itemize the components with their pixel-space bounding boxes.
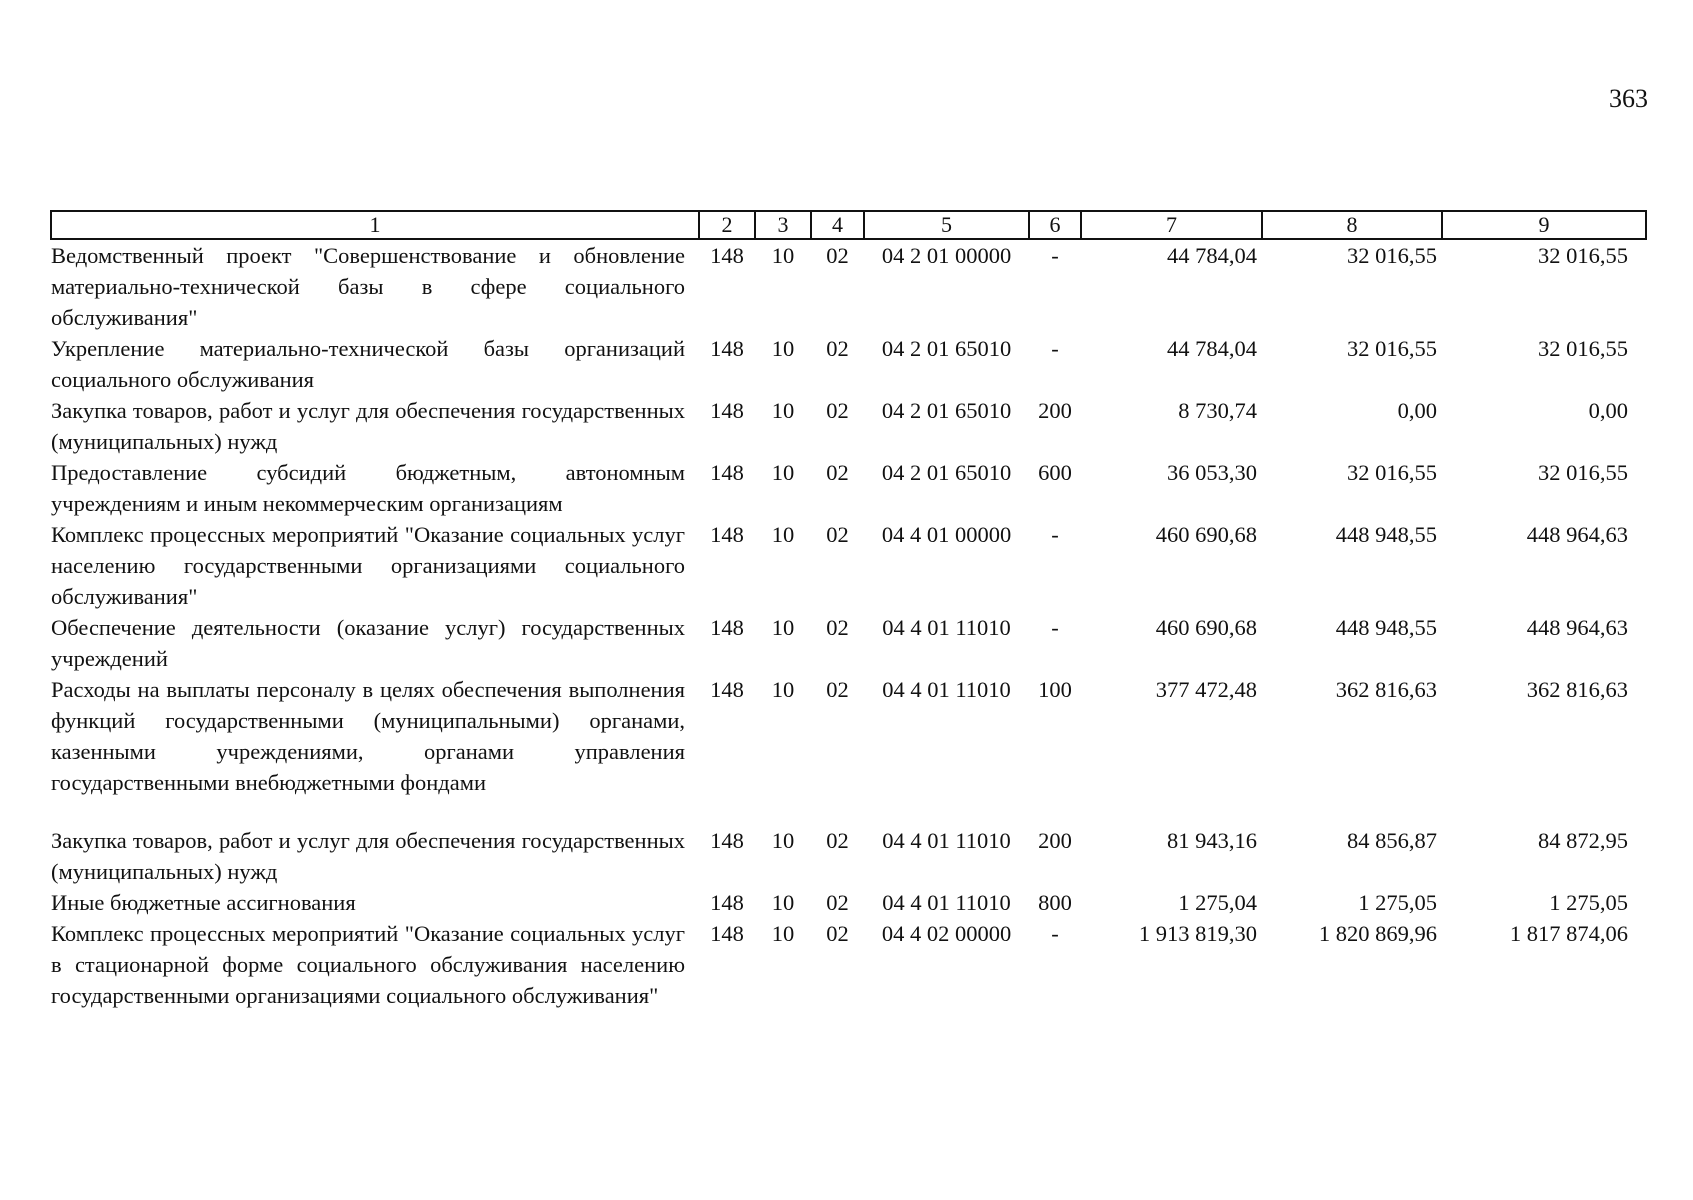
row-code-4: 02 — [826, 522, 849, 547]
table-row — [51, 612, 1646, 674]
header-col-2: 2 — [699, 211, 755, 239]
row-code-6: 200 — [1038, 398, 1072, 423]
row-code-5: 04 2 01 65010 — [881, 336, 1012, 361]
row-code-4: 02 — [826, 677, 849, 702]
row-value-8: 32 016,55 — [1347, 243, 1437, 268]
row-value-9: 448 964,63 — [1526, 522, 1628, 547]
row-code-6: - — [1051, 921, 1059, 946]
row-value-7: 8 730,74 — [1178, 398, 1257, 423]
row-name: Комплекс процессных мероприятий "Оказание социальных услуг в стационарной форме социального обслуживания населению государственными организациями социального обслуживания" — [51, 921, 685, 1008]
row-code-5: 04 4 01 00000 — [881, 522, 1012, 547]
row-value-7: 460 690,68 — [1155, 615, 1257, 640]
row-value-9: 362 816,63 — [1526, 677, 1628, 702]
row-name: Комплекс процессных мероприятий "Оказание социальных услуг населению государственными организациями социального обслуживания" — [51, 522, 685, 609]
row-code-4: 02 — [826, 336, 849, 361]
header-col-6: 6 — [1029, 211, 1081, 239]
row-code-3: 10 — [771, 522, 795, 547]
row-code-2: 148 — [710, 890, 744, 915]
row-code-4: 02 — [826, 828, 849, 853]
row-value-8: 84 856,87 — [1347, 828, 1437, 853]
row-code-4: 02 — [826, 921, 849, 946]
row-code-2: 148 — [710, 398, 744, 423]
row-value-8: 32 016,55 — [1347, 460, 1437, 485]
row-name: Закупка товаров, работ и услуг для обеспечения государственных (муниципальных) нужд — [51, 828, 685, 884]
row-code-5: 04 4 01 11010 — [882, 677, 1011, 702]
header-col-3: 3 — [755, 211, 811, 239]
row-name: Укрепление материально-технической базы организаций социального обслуживания — [51, 336, 685, 392]
table-row — [51, 519, 1646, 612]
table-header-row — [51, 211, 1646, 239]
row-value-7: 44 784,04 — [1167, 336, 1257, 361]
table-row — [51, 457, 1646, 519]
row-name: Закупка товаров, работ и услуг для обеспечения государственных (муниципальных) нужд — [51, 398, 685, 454]
row-value-9: 1 275,05 — [1549, 890, 1628, 915]
row-code-3: 10 — [771, 615, 795, 640]
row-value-7: 1 913 819,30 — [1138, 921, 1257, 946]
row-value-8: 32 016,55 — [1347, 336, 1437, 361]
row-value-9: 0,00 — [1588, 398, 1628, 423]
row-code-2: 148 — [710, 615, 744, 640]
row-name: Ведомственный проект "Совершенствование и обновление материально-технической базы в сфере социального обслуживания" — [51, 243, 685, 330]
row-name: Предоставление субсидий бюджетным, автономным учреждениям и иным некоммерческим организациям — [51, 460, 685, 516]
row-code-5: 04 4 01 11010 — [882, 890, 1011, 915]
row-code-3: 10 — [771, 677, 795, 702]
row-code-5: 04 4 01 11010 — [882, 828, 1011, 853]
row-code-3: 10 — [771, 828, 795, 853]
table-row — [51, 239, 1646, 333]
row-code-6: - — [1051, 615, 1059, 640]
row-name: Обеспечение деятельности (оказание услуг) государственных учреждений — [51, 615, 685, 671]
row-value-9: 32 016,55 — [1538, 243, 1628, 268]
row-value-8: 362 816,63 — [1335, 677, 1437, 702]
header-col-4: 4 — [811, 211, 864, 239]
row-code-2: 148 — [710, 828, 744, 853]
header-col-9: 9 — [1442, 211, 1646, 239]
row-code-3: 10 — [771, 243, 795, 268]
row-code-2: 148 — [710, 677, 744, 702]
row-code-3: 10 — [771, 921, 795, 946]
row-value-9: 84 872,95 — [1538, 828, 1628, 853]
row-code-3: 10 — [771, 398, 795, 423]
row-value-9: 448 964,63 — [1526, 615, 1628, 640]
row-code-5: 04 2 01 65010 — [881, 398, 1012, 423]
row-value-7: 36 053,30 — [1167, 460, 1257, 485]
row-code-6: - — [1051, 336, 1059, 361]
row-value-7: 81 943,16 — [1167, 828, 1257, 853]
row-value-9: 32 016,55 — [1538, 336, 1628, 361]
row-value-8: 0,00 — [1397, 398, 1437, 423]
table-row — [51, 333, 1646, 395]
row-code-2: 148 — [710, 336, 744, 361]
row-value-7: 1 275,04 — [1178, 890, 1257, 915]
row-code-6: - — [1051, 243, 1059, 268]
row-code-2: 148 — [710, 460, 744, 485]
row-value-7: 377 472,48 — [1155, 677, 1257, 702]
row-code-4: 02 — [826, 460, 849, 485]
header-col-1: 1 — [51, 211, 699, 239]
header-col-5: 5 — [864, 211, 1029, 239]
row-code-3: 10 — [771, 336, 795, 361]
row-code-6: 600 — [1038, 460, 1072, 485]
table-row — [51, 674, 1646, 825]
row-code-4: 02 — [826, 615, 849, 640]
row-code-4: 02 — [826, 398, 849, 423]
header-col-7: 7 — [1081, 211, 1262, 239]
table-row — [51, 395, 1646, 457]
table-row — [51, 825, 1646, 887]
row-value-8: 1 820 869,96 — [1318, 921, 1437, 946]
row-code-4: 02 — [826, 890, 849, 915]
table-row — [51, 887, 1646, 918]
row-code-5: 04 4 01 11010 — [882, 615, 1011, 640]
row-code-5: 04 4 02 00000 — [881, 921, 1012, 946]
row-name: Расходы на выплаты персоналу в целях обеспечения выполнения функций государственными (муниципальными) органами, казенными учреждениями, органами управления государственными внебюджетными фондами — [51, 677, 685, 795]
row-code-5: 04 2 01 00000 — [881, 243, 1012, 268]
row-value-7: 44 784,04 — [1167, 243, 1257, 268]
row-value-9: 1 817 874,06 — [1509, 921, 1628, 946]
row-code-2: 148 — [710, 921, 744, 946]
budget-table — [50, 210, 1647, 1011]
row-code-3: 10 — [771, 460, 795, 485]
row-code-6: 800 — [1038, 890, 1072, 915]
row-name: Иные бюджетные ассигнования — [51, 890, 356, 915]
row-value-8: 448 948,55 — [1335, 615, 1437, 640]
row-code-4: 02 — [826, 243, 849, 268]
row-value-8: 448 948,55 — [1335, 522, 1437, 547]
row-code-6: 200 — [1038, 828, 1072, 853]
page-number: 363 — [1609, 84, 1648, 113]
row-value-8: 1 275,05 — [1358, 890, 1437, 915]
row-code-3: 10 — [771, 890, 795, 915]
row-code-2: 148 — [710, 522, 744, 547]
row-code-6: 100 — [1038, 677, 1072, 702]
row-code-6: - — [1051, 522, 1059, 547]
header-col-8: 8 — [1262, 211, 1442, 239]
row-value-7: 460 690,68 — [1155, 522, 1257, 547]
row-value-9: 32 016,55 — [1538, 460, 1628, 485]
row-code-2: 148 — [710, 243, 744, 268]
row-code-5: 04 2 01 65010 — [881, 460, 1012, 485]
table-row — [51, 918, 1646, 1011]
